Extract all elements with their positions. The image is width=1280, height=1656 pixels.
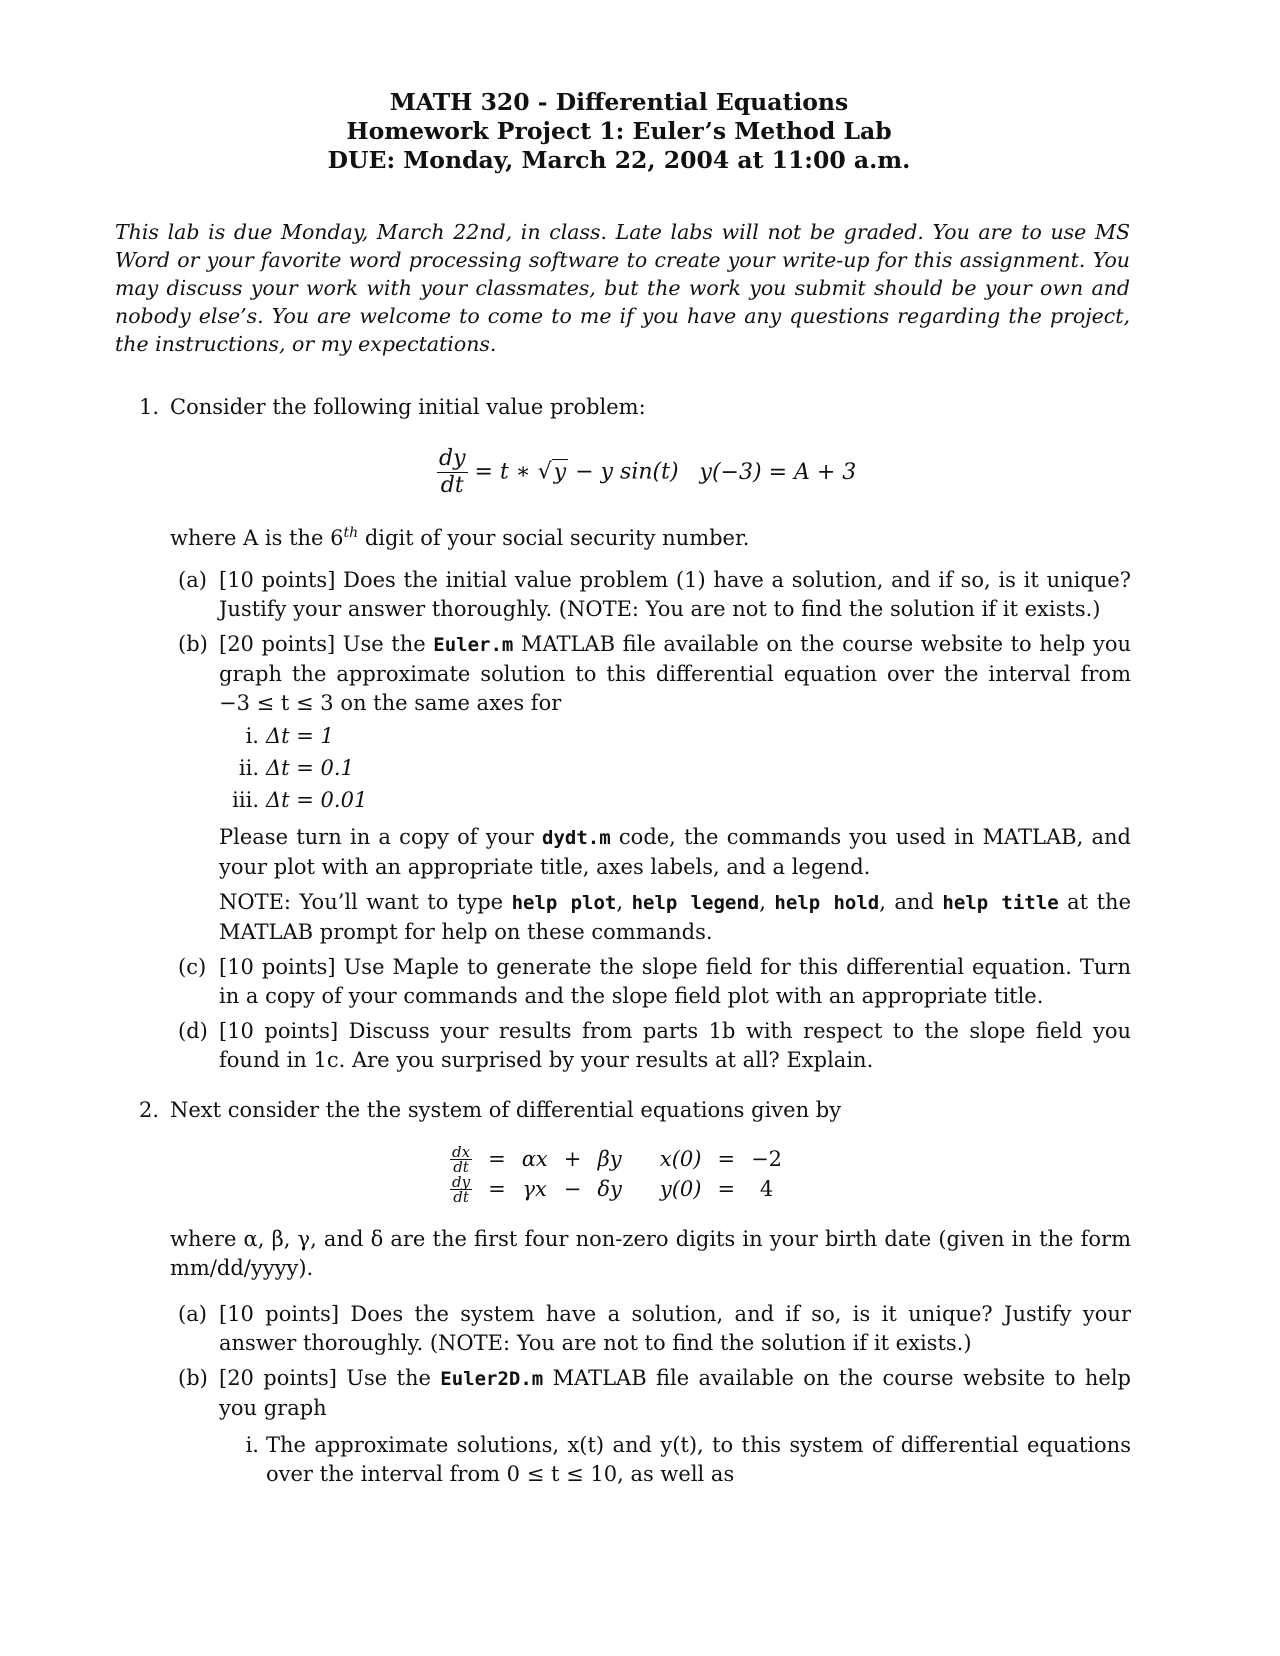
q2-sub-i-label: i. <box>245 1433 259 1457</box>
q1-sub-i: Δt = 1 <box>266 724 334 748</box>
project-title: Homework Project 1: Euler’s Method Lab <box>346 117 892 145</box>
q2-part-b-label: (b) <box>178 1366 208 1390</box>
q2-part-a-label: (a) <box>178 1302 207 1326</box>
code-euler2d-m: Euler2D.m <box>440 1368 544 1390</box>
code-dydt-m: dydt.m <box>542 827 611 849</box>
q1-part-c: [10 points] Use Maple to generate the slope field for this differential equation. Turn in a copy of your commands and the slope field plot with an appropriate title. <box>219 955 1131 1008</box>
q1-turnin: Please turn in a copy of your dydt.m code, the commands you used in MATLAB, and your plot with an appropriate title, axes labels, and a legend. <box>219 825 1131 879</box>
q1-equation: $\frac{dy}{dt}$ = t ∗ √y − y sin(t) y(−3) = A + 3 <box>439 446 857 498</box>
q1-part-d: [10 points] Discuss your results from parts 1b with respect to the slope field you found in 1c. Are you surprised by your results at all? Explain. <box>219 1019 1131 1072</box>
q1-sub-iii: Δt = 0.01 <box>266 788 368 812</box>
q1-part-b: [20 points] Use the Euler.m MATLAB file available on the course website to help you graph the approximate solution to this differential equation over the interval from −3 ≤ t ≤ 3 on the same axes for <box>219 632 1131 715</box>
code-euler-m: Euler.m <box>433 634 514 656</box>
q2-number: 2. <box>139 1098 160 1122</box>
q2-row-1: $\frac{dx}{dt}$ = αx + βy x(0) = −2 <box>452 1143 783 1176</box>
q2-row-2: $\frac{dy}{dt}$ = γx − δy y(0) = 4 <box>452 1173 774 1206</box>
intro-paragraph: This lab is due Monday, March 22nd, in class. Late labs will not be graded. You are to use MS Word or your favorite word processing software to create your write-up for this assignment. You may discuss your work with your classmates, but the work you submit should be your own and nobody else’s. You are welcome to come to me if you have any questions regarding the project, the instructions, or my expectations. <box>115 220 1130 356</box>
q1-part-a: [10 points] Does the initial value problem (1) have a solution, and if so, is it unique? Justify your answer thoroughly. (NOTE: You are not to find the solution if it exists.) <box>219 568 1131 621</box>
q1-part-b-label: (b) <box>178 632 208 656</box>
q1-text: Consider the following initial value problem: <box>170 395 646 419</box>
q1-sub-iii-label: iii. <box>232 788 259 812</box>
q2-sub-i: The approximate solutions, x(t) and y(t), to this system of differential equations over the interval from 0 ≤ t ≤ 10, as well as <box>266 1433 1131 1486</box>
course-title: MATH 320 - Differential Equations <box>389 88 849 116</box>
q2-text: Next consider the the system of differential equations given by <box>170 1098 842 1122</box>
q1-note: NOTE: You’ll want to type help plot, help legend, help hold, and help title at the MATLAB prompt for help on these commands. <box>219 890 1132 944</box>
q1-number: 1. <box>139 395 160 419</box>
q1-part-c-label: (c) <box>178 955 207 979</box>
q2-where: where α, β, γ, and δ are the first four non-zero digits in your birth date (given in the form mm/dd/yyyy). <box>170 1227 1131 1280</box>
q1-derivative: $\frac{dy}{dt}$ <box>439 446 466 498</box>
q2-system-table <box>442 1144 790 1204</box>
q2-part-a: [10 points] Does the system have a solution, and if so, is it unique? Justify your answer thoroughly. (NOTE: You are not to find the solution if it exists.) <box>219 1302 1131 1355</box>
due-date: DUE: Monday, March 22, 2004 at 11:00 a.m. <box>327 146 911 174</box>
q1-initial-condition: y(−3) = A + 3 <box>699 459 857 485</box>
q1-part-d-label: (d) <box>178 1019 208 1043</box>
q1-sub-ii: Δt = 0.1 <box>266 756 354 780</box>
q1-part-a-label: (a) <box>178 568 207 592</box>
q1-where: where A is the 6th digit of your social security number. <box>170 525 750 550</box>
q1-sub-i-label: i. <box>245 724 259 748</box>
document-header <box>0 88 1238 175</box>
q2-system <box>442 1144 790 1204</box>
q1-sub-ii-label: ii. <box>238 756 259 780</box>
q2-part-b: [20 points] Use the Euler2D.m MATLAB file available on the course website to help you graph <box>219 1366 1132 1420</box>
